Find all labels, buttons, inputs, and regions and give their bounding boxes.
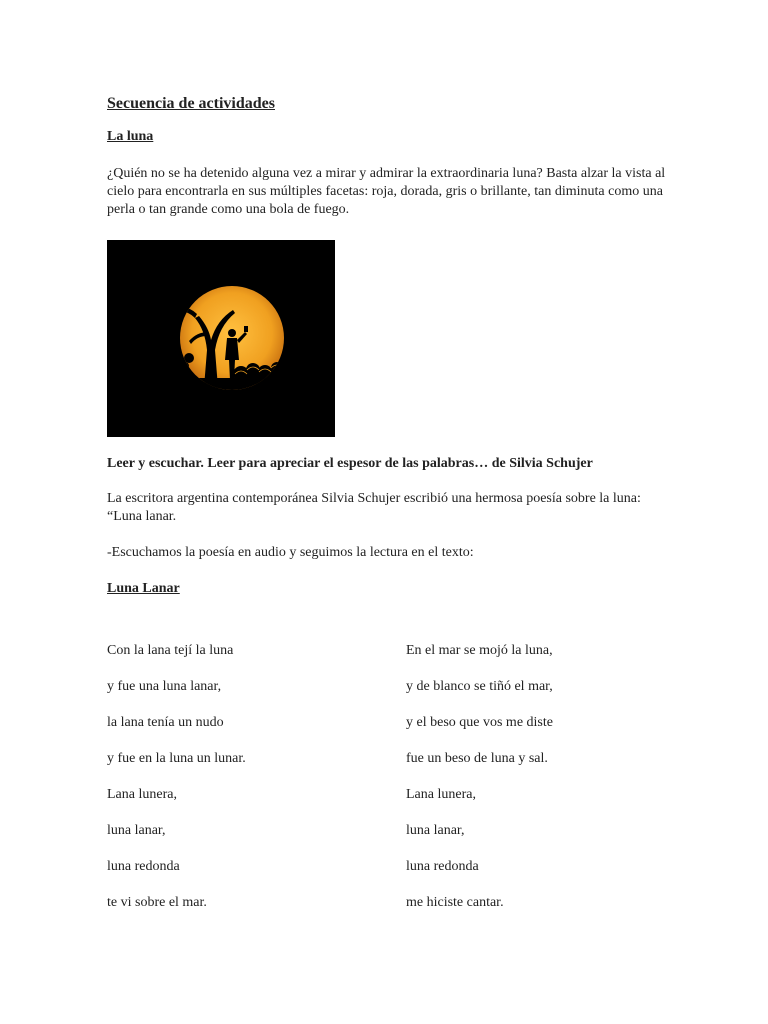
- instruction-paragraph: -Escuchamos la poesía en audio y seguimos la lectura en el texto:: [107, 545, 474, 560]
- moon-silhouette-image: [107, 240, 335, 437]
- poem-verse: En el mar se mojó la luna,: [406, 643, 553, 658]
- moon-illustration: [107, 240, 335, 437]
- poem-column-left: [107, 642, 387, 930]
- section-heading: Leer y escuchar. Leer para apreciar el espesor de las palabras… de Silvia Schujer: [107, 456, 593, 471]
- poem-column-right: [406, 642, 686, 930]
- poem-verse: Lana lunera,: [406, 787, 476, 802]
- document-title: Secuencia de actividades: [107, 95, 275, 112]
- poem-title: Luna Lanar: [107, 581, 180, 596]
- poem-verse: luna lanar,: [406, 823, 465, 838]
- poem-verse: y de blanco se tiñó el mar,: [406, 679, 553, 694]
- poem-verse: la lana tenía un nudo: [107, 715, 224, 730]
- poem-verse: luna lanar,: [107, 823, 166, 838]
- poem-verse: te vi sobre el mar.: [107, 895, 207, 910]
- poem-verse: me hiciste cantar.: [406, 895, 504, 910]
- poem-verse: y fue una luna lanar,: [107, 679, 222, 694]
- intro-paragraph: ¿Quién no se ha detenido alguna vez a mirar y admirar la extraordinaria luna? Basta alzar la vista al cielo para encontrarla en sus múltiples facetas: roja, dorada, gris o brillante, tan diminuta como una perla o tan grande como una bola de fuego.: [107, 166, 666, 217]
- author-paragraph: La escritora argentina contemporánea Silvia Schujer escribió una hermosa poesía sobre la luna: “Luna lanar.: [107, 491, 641, 524]
- document-subtitle: La luna: [107, 129, 154, 144]
- poem-verse: Con la lana tejí la luna: [107, 643, 234, 658]
- poem-verse: luna redonda: [406, 859, 479, 874]
- document-page: [107, 94, 687, 910]
- poem-verse: fue un beso de luna y sal.: [406, 751, 548, 766]
- poem-verse: y fue en la luna un lunar.: [107, 751, 246, 766]
- poem-verse: luna redonda: [107, 859, 180, 874]
- poem-verse: Lana lunera,: [107, 787, 177, 802]
- poem-verse: y el beso que vos me diste: [406, 715, 553, 730]
